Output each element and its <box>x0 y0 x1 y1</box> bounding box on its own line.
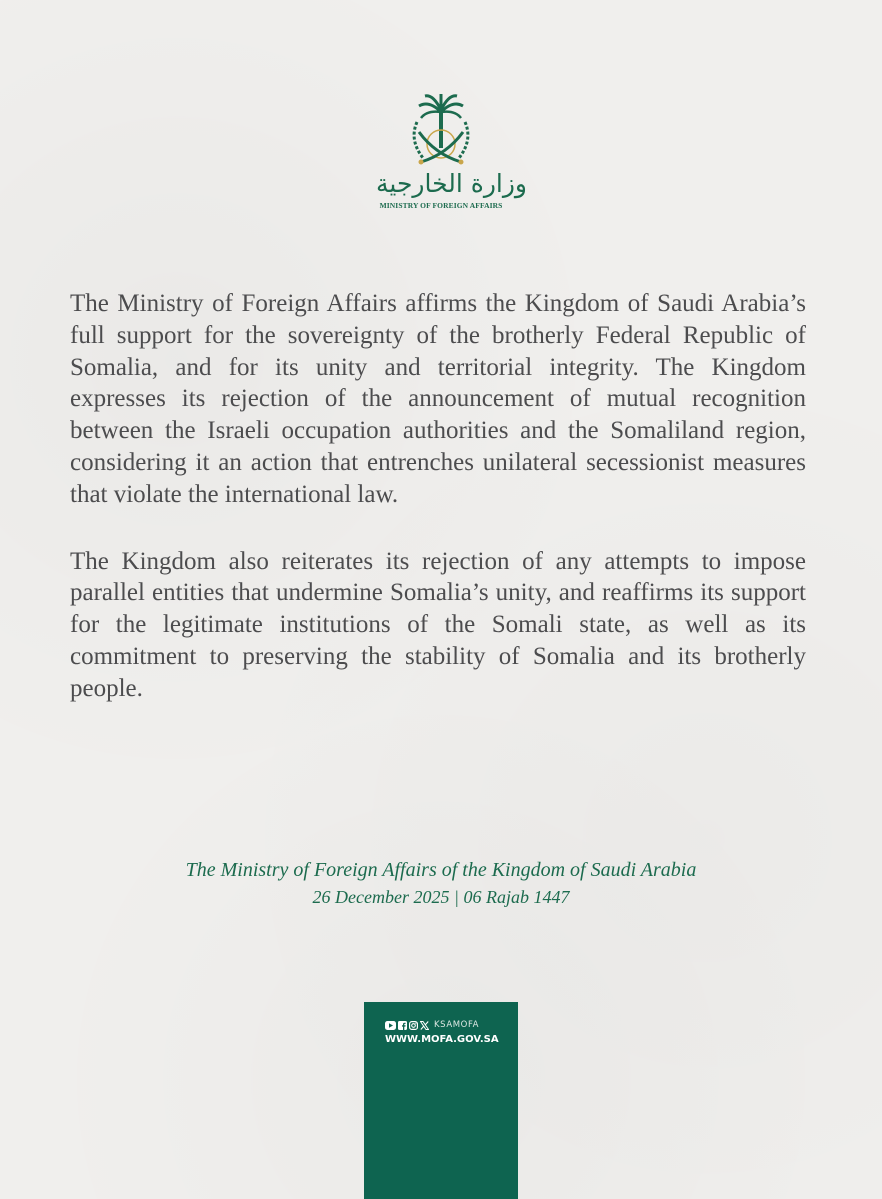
youtube-icon[interactable] <box>385 1021 396 1030</box>
x-icon[interactable] <box>420 1021 429 1030</box>
ministry-logo <box>376 92 528 220</box>
facebook-icon[interactable] <box>398 1021 407 1030</box>
website-link[interactable]: WWW.MOFA.GOV.SA <box>385 1034 499 1045</box>
statement-paragraph-2: The Kingdom also reiterates its rejection of any attempts to impose parallel entities that undermine Somalia’s unity, and reaffirms its support for the legitimate institutions of the Somali state, as well as its commitment to preserving the stability of Somalia and its brotherly people. <box>70 547 806 702</box>
signature-date: 26 December 2025 | 06 Rajab 1447 <box>312 887 570 907</box>
statement-paragraph-1: The Ministry of Foreign Affairs affirms the Kingdom of Saudi Arabia’s full support for the sovereignty of the brotherly Federal Republic of Somalia, and for its unity and territorial integrity. The Kingdom expresses its rejection of the announcement of mutual recognition between the Israeli occupation authorities and the Somaliland region, considering it an action that entrenches unilateral secessionist measures that violate the international law. <box>70 290 806 508</box>
footer-panel <box>364 1002 518 1199</box>
instagram-icon[interactable] <box>409 1021 418 1030</box>
signature-line: The Ministry of Foreign Affairs of the Kingdom of Saudi Arabia <box>185 859 697 881</box>
ministry-name-arabic: وزارة الخارجية <box>376 169 528 198</box>
statement-body <box>70 288 806 705</box>
ministry-name-english: MINISTRY OF FOREIGN AFFAIRS <box>379 201 503 210</box>
social-handle: KSAMOFA <box>434 1020 480 1030</box>
saudi-emblem-icon <box>401 92 481 170</box>
signature-block <box>100 857 782 911</box>
social-links <box>385 1019 479 1031</box>
